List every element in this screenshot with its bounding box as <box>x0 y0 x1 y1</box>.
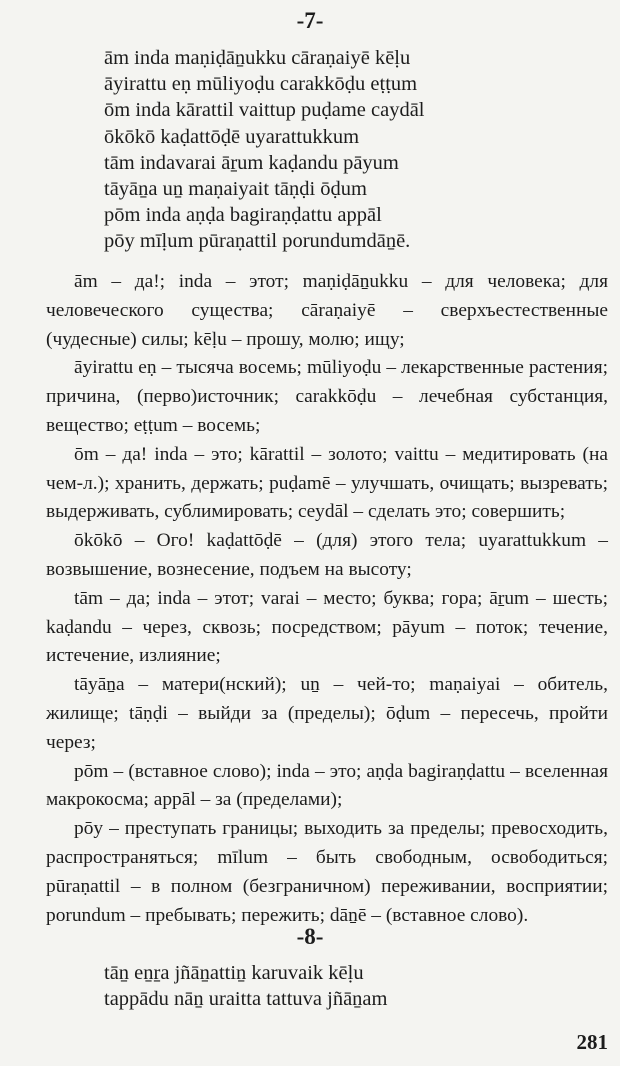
verse-line: ām inda maṇiḍāṉukku cāraṇaiyē kēḷu <box>104 47 411 69</box>
gloss-paragraph: āyirattu eṇ – тысяча восемь; mūliyoḍu – лекарственные растения; причина, (перво)источник; carakkōḍu – лечебная субстанция, вещество; eṭṭum – восемь; <box>46 357 608 436</box>
gloss-paragraph: pōm – (вставное слово); inda – это; aṇḍa bagiraṇḍattu – вселенная макрокосма; appāl – за (пределами); <box>46 760 608 811</box>
page-number: 281 <box>576 1030 608 1054</box>
gloss-paragraph: ōm – да! inda – это; kārattil – золото; vaittu – медитировать (на чем-л.); хранить, держать; puḍamē – улучшать, очищать; вызревать; выдерживать, сублимировать; ceydāl – сделать это; совершить; <box>46 443 608 523</box>
gloss-paragraph: pōy – преступать границы; выходить за пределы; превосходить, распространяться; mīlum – быть свободным, освободиться; pūraṇattil – в полном (безграничном) переживании, восприятии; porundum – пребывать; пережить; dāṉē – (вставное слово). <box>46 818 608 926</box>
section-7-heading: -7- <box>296 8 324 33</box>
gloss-paragraph: tām – да; inda – этот; varai – место; буква; гора; āṟum – шесть; kaḍandu – через, сквозь; посредством; pāyum – поток; течение, истечение, излияние; <box>46 587 608 667</box>
gloss-paragraph: ām – да!; inda – этот; maṇiḍāṉukku – для человека; для человеческого существа; cāraṇaiyē – сверхъестественные (чудесные) силы; kēḷu – прошу, молю; ищу; <box>46 271 608 350</box>
gloss-paragraph: tāyāṉa – матери(нский); uṉ – чей-то; maṇaiyai – обитель, жилище; tāṇḍi – выйди за (пределы); ōḍum – пересечь, пройти через; <box>46 674 608 753</box>
verse-line: pōm inda aṇḍa bagiraṇḍattu appāl <box>104 204 382 227</box>
verse-line: tām indavarai āṟum kaḍandu pāyum <box>104 151 399 174</box>
section-8-heading: -8- <box>296 924 324 949</box>
verse-line: āyirattu eṇ mūliyoḍu carakkōḍu eṭṭum <box>104 73 418 96</box>
section-7-verse <box>104 45 425 255</box>
verse-line: ōkōkō kaḍattōḍē uyarattukkum <box>104 125 360 148</box>
gloss-paragraph: ōkōkō – Ого! kaḍattōḍē – (для) этого тела; uyarattukkum – возвышение, вознесение, подъем на высоту; <box>46 530 608 580</box>
section-8-verse <box>104 960 387 1012</box>
verse-line: pōy mīḷum pūraṇattil porundumdāṉē. <box>104 230 411 253</box>
verse-line: tappādu nāṉ uraitta tattuva jñāṉam <box>104 988 388 1011</box>
verse-line: tāṉ eṉṟa jñāṉattiṉ karuvaik kēḷu <box>104 962 364 984</box>
verse-line: ōm inda kārattil vaittup puḍame caydāl <box>104 99 425 122</box>
section-7-glossary <box>46 268 608 930</box>
verse-line: tāyāṉa uṉ maṇaiyait tāṇḍi ōḍum <box>104 178 368 201</box>
